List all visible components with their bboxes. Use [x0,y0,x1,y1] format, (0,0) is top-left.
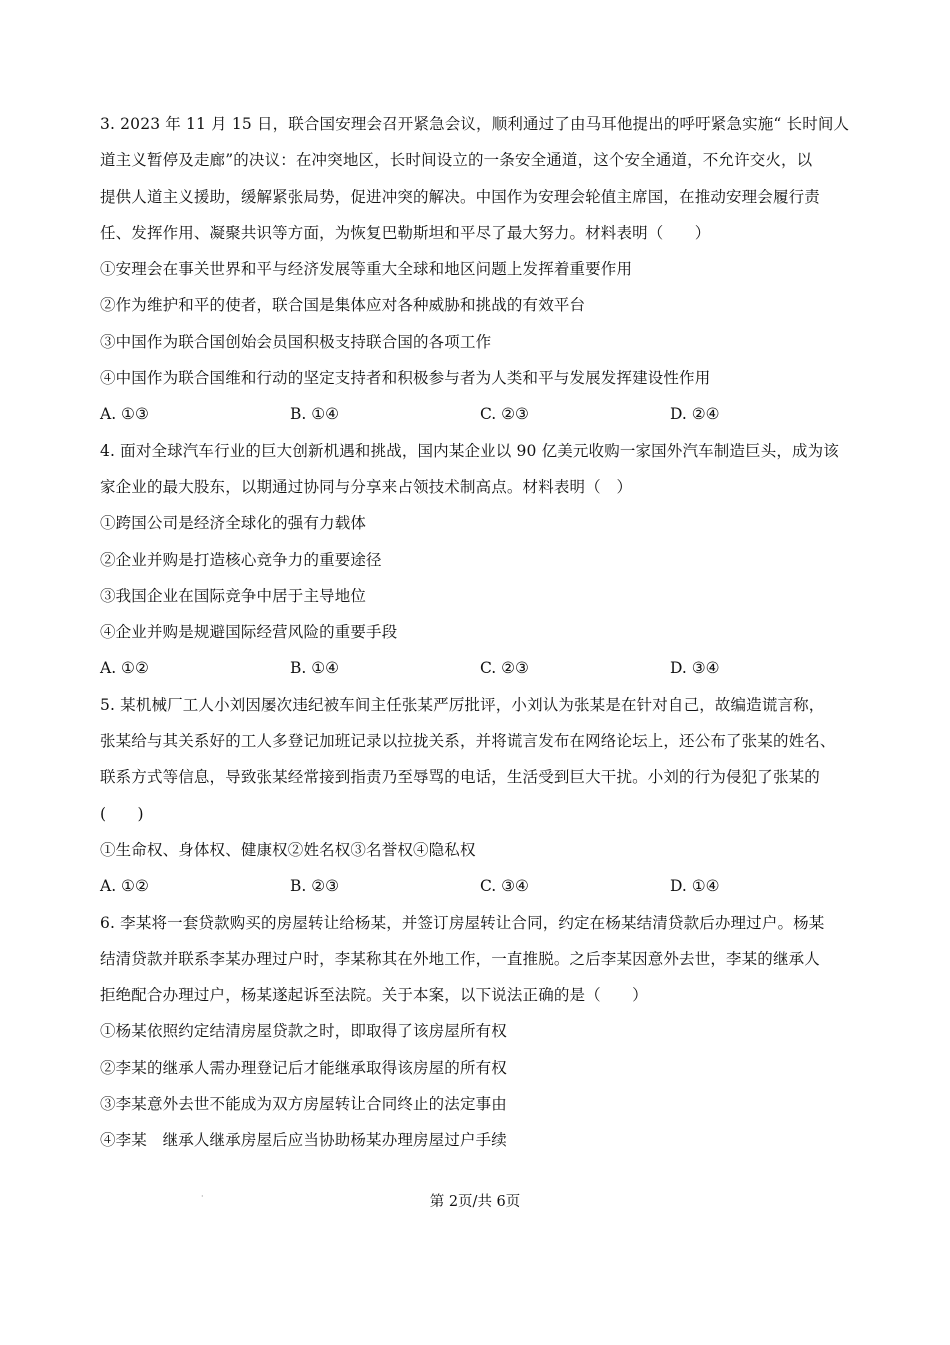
statement: ④企业并购是规避国际经营风险的重要手段 [100,623,398,642]
question-stem-line: 任、发挥作用、凝聚共识等方面，为恢复巴勒斯坦和平尽了最大努力。材料表明（ ） [100,223,711,242]
option-c: C. ②③ [480,405,529,424]
answer-options [100,650,860,686]
questions-area [100,106,860,1159]
statement: ①安理会在事关世界和平与经济发展等重大全球和地区问题上发挥着重要作用 [100,260,633,279]
statement: ②企业并购是打造核心竞争力的重要途径 [100,550,382,569]
option-b: B. ②③ [290,877,340,896]
question-4 [100,433,860,687]
statement: ④中国作为联合国维和行动的坚定支持者和积极参与者为人类和平与发展发挥建设性作用 [100,369,711,388]
question-stem-line: 家企业的最大股东，以期通过协同与分享来占领技术制高点。材料表明（ ） [100,477,633,496]
question-stem-line: 提供人道主义援助，缓解紧张局势，促进冲突的解决。中国作为安理会轮值主席国，在推动安理会履行责 [100,187,820,206]
question-5 [100,687,860,905]
option-b: B. ①④ [290,659,340,678]
statement: ①生命权、身体权、健康权②姓名权③名誉权④隐私权 [100,840,476,859]
question-6 [100,905,860,1159]
question-stem-line: 3. 2023 年 11 月 15 日，联合国安理会召开紧急会议，顺利通过了由马耳他提出的呼吁紧急实施“ 长时间人 [100,115,850,133]
question-3 [100,106,860,433]
statement: ④李某 继承人继承房屋后应当协助杨某办理房屋过户手续 [100,1131,507,1150]
question-stem-line: 张某给与其关系好的工人多登记加班记录以拉拢关系，并将谎言发布在网络论坛上，还公布了张某的姓名、 [100,732,836,751]
statement: ③我国企业在国际竞争中居于主导地位 [100,586,367,605]
option-c: C. ③④ [480,877,529,896]
page-number: 第 2页/共 6页 [429,1194,521,1210]
option-a: A. ①② [100,877,149,896]
statement: ①跨国公司是经济全球化的强有力载体 [100,514,367,533]
question-stem-line: 4. 面对全球汽车行业的巨大创新机遇和挑战，国内某企业以 90 亿美元收购一家国外汽车制造巨头，成为该 [100,441,839,460]
statement: ②作为维护和平的使者，联合国是集体应对各种威胁和挑战的有效平台 [100,296,586,315]
question-stem-line: 结清贷款并联系李某办理过户时，李某称其在外地工作，一直推脱。之后李某因意外去世，李某的继承人 [100,949,820,968]
option-d: D. ③④ [670,659,720,678]
question-stem-line: 6. 李某将一套贷款购买的房屋转让给杨某，并签订房屋转让合同，约定在杨某结清贷款后办理过户。杨某 [100,913,825,932]
question-stem-line: ( ) [100,804,144,823]
option-d: D. ②④ [670,405,720,424]
answer-options [100,396,860,432]
statement: ②李某的继承人需办理登记后才能继承取得该房屋的所有权 [100,1058,507,1077]
statement: ③中国作为联合国创始会员国积极支持联合国的各项工作 [100,332,492,351]
question-stem-line: 5. 某机械厂工人小刘因屡次违纪被车间主任张某严厉批评，小刘认为张某是在针对自己，故编造谎言称， [100,695,825,714]
question-stem-line: 道主义暂停及走廊”的决议：在冲突地区，长时间设立的一条安全通道，这个安全通道，不允许交火，以 [100,151,813,170]
option-a: A. ①③ [100,405,149,424]
statement: ①杨某依照约定结清房屋贷款之时，即取得了该房屋所有权 [100,1022,507,1041]
option-d: D. ①④ [670,877,720,896]
scan-speck: · [201,1192,204,1201]
option-c: C. ②③ [480,659,529,678]
question-stem-line: 联系方式等信息，导致张某经常接到指责乃至辱骂的电话，生活受到巨大干扰。小刘的行为侵犯了张某的 [100,768,820,787]
option-a: A. ①② [100,659,149,678]
statement: ③李某意外去世不能成为双方房屋转让合同终止的法定事由 [100,1095,507,1114]
option-b: B. ①④ [290,405,340,424]
question-stem-line: 拒绝配合办理过户，杨某遂起诉至法院。关于本案，以下说法正确的是（ ） [100,986,648,1005]
answer-options [100,868,860,904]
